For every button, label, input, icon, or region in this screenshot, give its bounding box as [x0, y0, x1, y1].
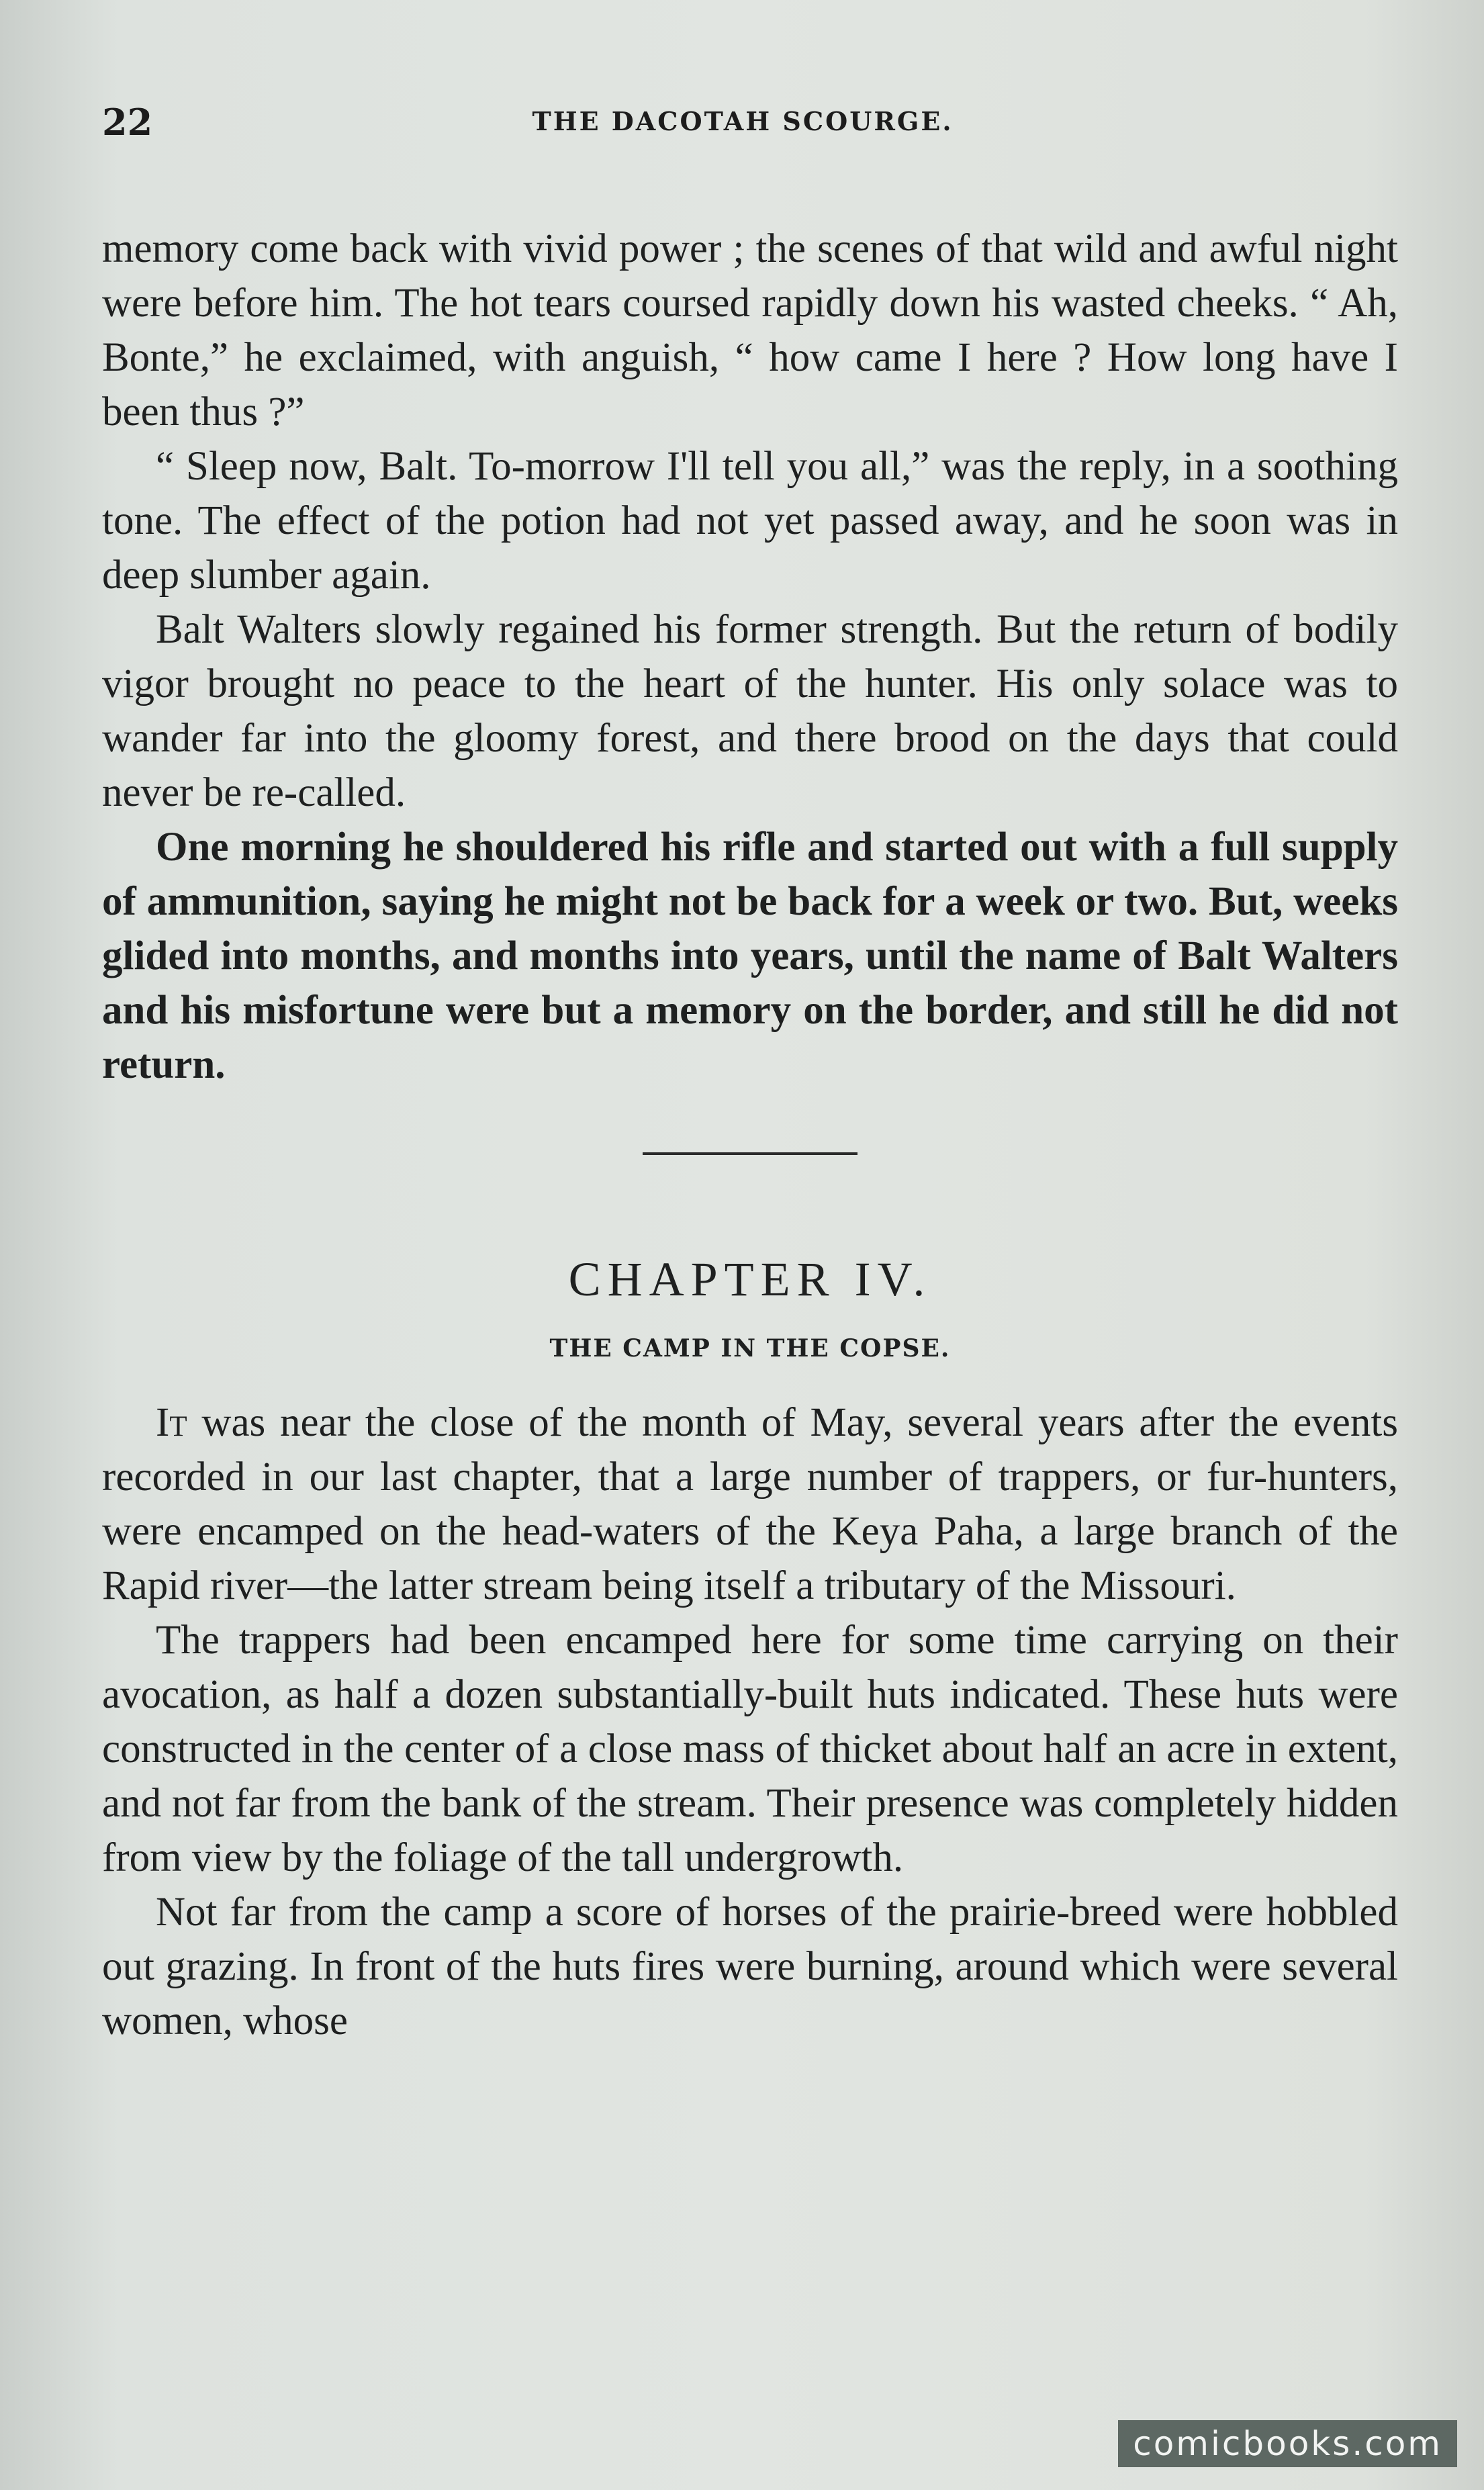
paragraph: Not far from the camp a score of horses of the prairie-breed were hobbled out grazing. In front of the huts fires were burning, around which were several women, whose	[102, 1890, 1398, 2043]
watermark-label: comicbooks.com	[1118, 2420, 1457, 2467]
paragraph: The trappers had been encamped here for some time carrying on their avocation, as half a dozen substantially-built huts indicated. These huts were constructed in the center of a close mass of thicket about half an acre in extent, and not far from the bank of the stream. Their presence was completely hidden from view by the foliage of the tall undergrowth.	[102, 1618, 1398, 1880]
running-title: THE DACOTAH SCOURGE.	[532, 106, 954, 136]
paragraph: memory come back with vivid power ; the scenes of that wild and awful night were before him. The hot tears coursed rapidly down his wasted cheeks. “ Ah, Bonte,” he exclaimed, with anguish, “ how came I here ? How long have I been thus ?”	[102, 226, 1398, 434]
page-header	[102, 101, 1383, 154]
page-number: 22	[102, 101, 153, 144]
opening-word: It	[156, 1400, 187, 1445]
chapter-body	[102, 1395, 1398, 2048]
paragraph: “ Sleep now, Balt. To-morrow I'll tell you all,” was the reply, in a soothing tone. The effect of the potion had not yet passed away, and he soon was in deep slumber again.	[102, 444, 1398, 598]
chapter-subtitle: THE CAMP IN THE COPSE.	[549, 1334, 951, 1363]
paragraph-text: was near the close of the month of May, several years after the events recorded in our last chapter, that a large number of trappers, or fur-hunters, were encamped on the head-waters of the Keya Paha, a large branch of the Rapid river—the latter stream being itself a tributary of the Missouri.	[102, 1400, 1399, 1608]
paragraph: Balt Walters slowly regained his former strength. But the return of bodily vigor brought no peace to the heart of the hunter. His only solace was to wander far into the gloomy forest, and there brood on the days that could never be re-called.	[102, 607, 1398, 815]
page-body	[102, 222, 1398, 2048]
section-divider	[643, 1152, 857, 1155]
chapter-heading: CHAPTER IV.	[568, 1252, 932, 1306]
paragraph	[102, 1395, 1398, 1613]
paragraph: One morning he shouldered his rifle and started out with a full supply of ammunition, saying he might not be back for a week or two. But, weeks glided into months, and months into years, until the name of Balt Walters and his misfortune were but a memory on the border, and still he did not return.	[102, 825, 1398, 1087]
